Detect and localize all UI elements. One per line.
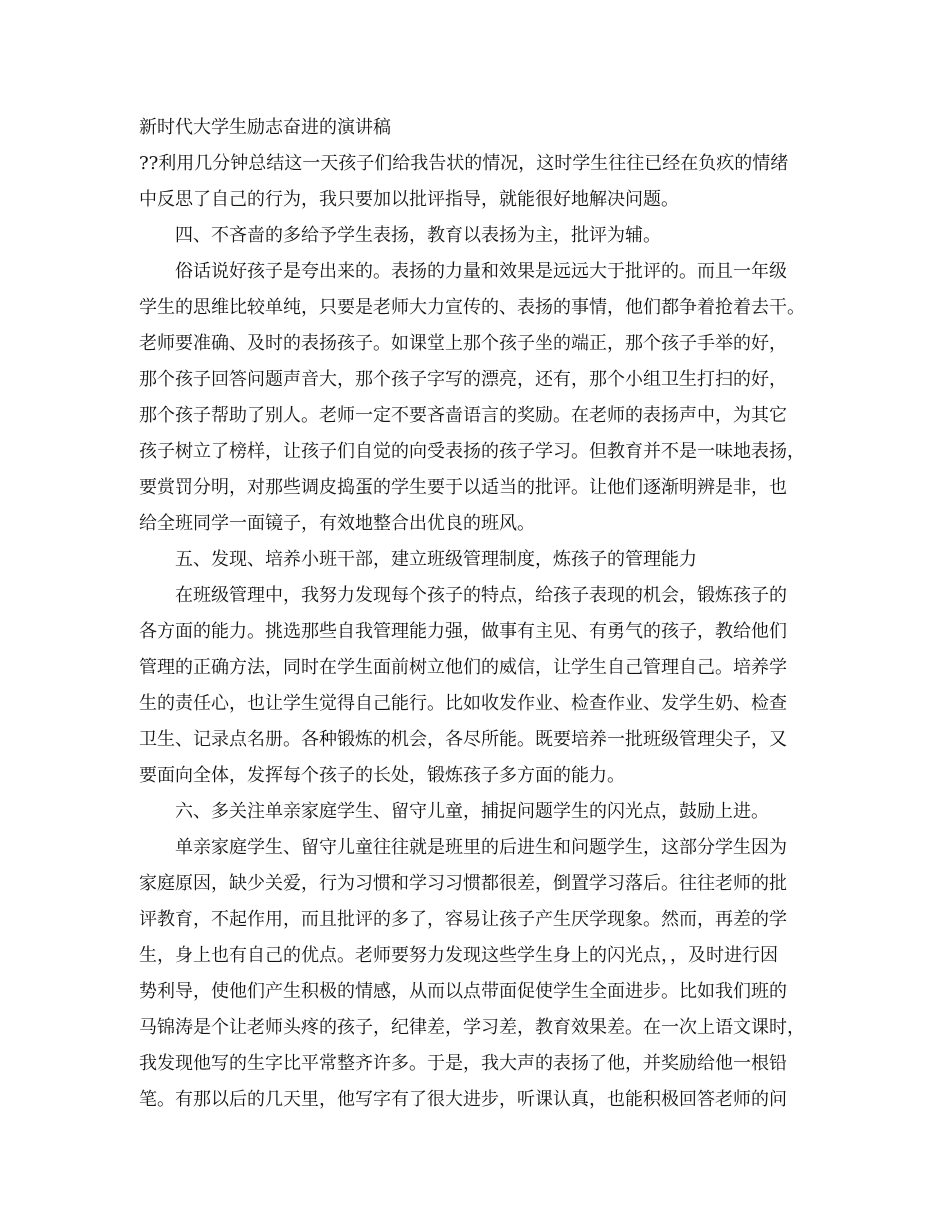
text-line: 学生的思维比较单纯，只要是老师大力宣传的、表扬的事情，他们都争着抢着去干。 bbox=[139, 297, 805, 318]
text-line: ??利用几分钟总结这一天孩子们给我告状的情况，这时学生往往已经在负疚的情绪 bbox=[139, 153, 789, 174]
text-line: 给全班同学一面镜子，有效地整合出优良的班风。 bbox=[139, 513, 535, 534]
text-line: 那个孩子回答问题声音大，那个孩子字写的漂亮，还有，那个小组卫生打扫的好， bbox=[139, 369, 787, 390]
text-line: 卫生、记录点名册。各种锻炼的机会，各尽所能。既要培养一批班级管理尖子，又 bbox=[139, 729, 787, 750]
text-line: 那个孩子帮助了别人。老师一定不要吝啬语言的奖励。在老师的表扬声中，为其它 bbox=[139, 405, 787, 426]
text-line: 老师要准确、及时的表扬孩子。如课堂上那个孩子坐的端正，那个孩子手举的好， bbox=[139, 333, 787, 354]
text-line: 势利导，使他们产生积极的情感，从而以点带面促使学生全面进步。比如我们班的 bbox=[139, 981, 787, 1002]
text-line: 生的责任心，也让学生觉得自己能行。比如收发作业、检查作业、发学生奶、检查 bbox=[139, 693, 787, 714]
text-line: 孩子树立了榜样，让孩子们自觉的向受表扬的孩子学习。但教育并不是一味地表扬， bbox=[139, 441, 805, 462]
section-heading: 五、发现、培养小班干部，建立班级管理制度，炼孩子的管理能力 bbox=[175, 549, 697, 570]
text-line: 要赏罚分明，对那些调皮捣蛋的学生要于以适当的批评。让他们逐渐明辨是非，也 bbox=[139, 477, 787, 498]
text-line: 单亲家庭学生、留守儿童往往就是班里的后进生和问题学生，这部分学生因为 bbox=[175, 837, 787, 858]
section-heading: 四、不吝啬的多给予学生表扬，教育以表扬为主，批评为辅。 bbox=[175, 225, 661, 246]
text-line: 各方面的能力。挑选那些自我管理能力强，做事有主见、有勇气的孩子，教给他们 bbox=[139, 621, 787, 642]
text-line: 俗话说好孩子是夸出来的。表扬的力量和效果是远远大于批评的。而且一年级 bbox=[175, 261, 787, 282]
text-line: 家庭原因，缺少关爱，行为习惯和学习习惯都很差，倒置学习落后。往往老师的批 bbox=[139, 873, 787, 894]
text-line: 中反思了自己的行为，我只要加以批评指导，就能很好地解决问题。 bbox=[139, 189, 679, 210]
section-heading: 六、多关注单亲家庭学生、留守儿童，捕捉问题学生的闪光点，鼓励上进。 bbox=[175, 801, 769, 822]
text-line: 马锦涛是个让老师头疼的孩子，纪律差，学习差，教育效果差。在一次上语文课时， bbox=[139, 1017, 805, 1038]
text-line: 要面向全体，发挥每个孩子的长处，锻炼孩子多方面的能力。 bbox=[139, 765, 625, 786]
text-line: 在班级管理中，我努力发现每个孩子的特点，给孩子表现的机会，锻炼孩子的 bbox=[175, 585, 787, 606]
text-line: 生，身上也有自己的优点。老师要努力发现这些学生身上的闪光点，，及时进行因 bbox=[139, 945, 778, 966]
text-line: 我发现他写的生字比平常整齐许多。于是，我大声的表扬了他，并奖励给他一根铅 bbox=[139, 1053, 787, 1074]
text-line: 管理的正确方法，同时在学生面前树立他们的威信，让学生自己管理自己。培养学 bbox=[139, 657, 787, 678]
document-title: 新时代大学生励志奋进的演讲稿 bbox=[139, 117, 391, 138]
text-line: 评教育，不起作用，而且批评的多了，容易让孩子产生厌学现象。然而，再差的学 bbox=[139, 909, 787, 930]
text-line: 笔。有那以后的几天里，他写字有了很大进步，听课认真，也能积极回答老师的问 bbox=[139, 1089, 787, 1110]
